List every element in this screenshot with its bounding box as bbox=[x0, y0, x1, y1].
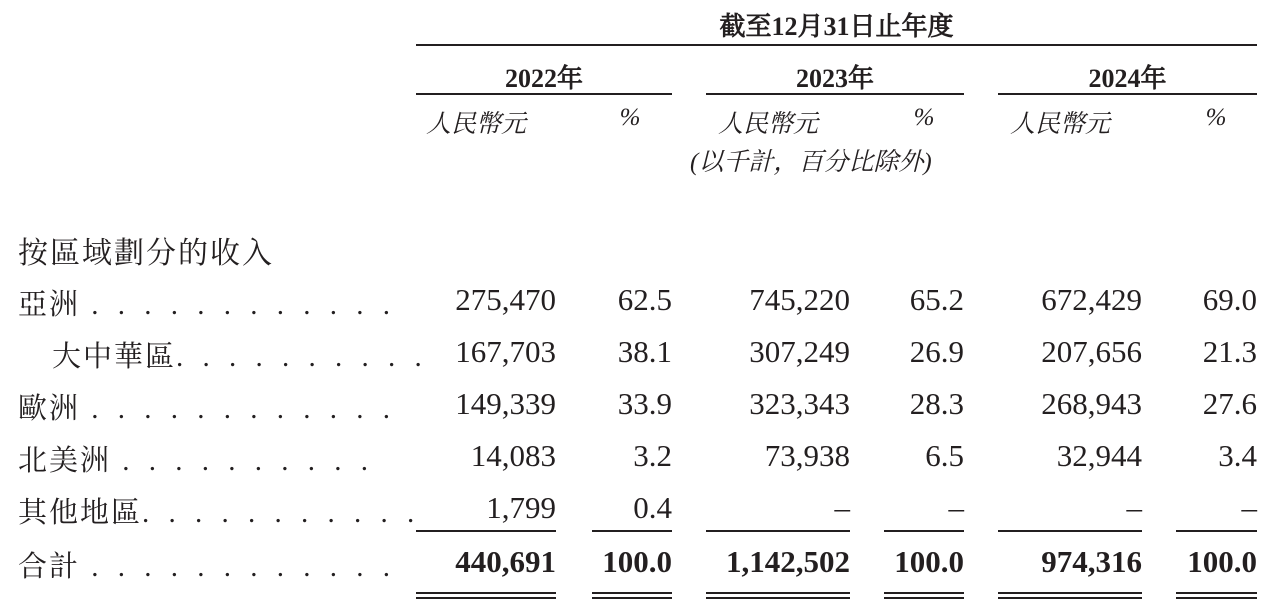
value-2024-rmb: 32,944 bbox=[1056, 438, 1142, 473]
value-2022-pct: 0.4 bbox=[633, 490, 672, 525]
row-label: 歐洲 . . . . . . . . . . . . bbox=[18, 391, 396, 425]
value-2022-pct: 33.9 bbox=[617, 386, 672, 421]
row-label: 北美洲 . . . . . . . . . . bbox=[18, 443, 374, 477]
percent-label-2024: % bbox=[1205, 104, 1227, 131]
percent-label-2023: % bbox=[913, 104, 935, 131]
table-row bbox=[0, 490, 1277, 542]
value-2022-rmb: 149,339 bbox=[455, 386, 556, 421]
subtotal-rule bbox=[998, 530, 1142, 532]
total-label: 合計 . . . . . . . . . . . . bbox=[18, 549, 396, 583]
value-2022-rmb: 14,083 bbox=[470, 438, 556, 473]
subtotal-rule bbox=[592, 530, 672, 532]
double-rule bbox=[998, 597, 1142, 599]
unit-note: (以千計，百分比除外) bbox=[690, 149, 932, 176]
year-rule-2022 bbox=[416, 93, 672, 95]
value-2024-rmb: – bbox=[1126, 490, 1142, 525]
value-2022-rmb: 167,703 bbox=[455, 334, 556, 369]
year-2023: 2023年 bbox=[795, 64, 874, 93]
header-rule bbox=[416, 44, 1257, 46]
total-2023-rmb: 1,142,502 bbox=[726, 544, 850, 579]
year-rule-2023 bbox=[706, 93, 964, 95]
subtotal-rule bbox=[706, 530, 850, 532]
value-2022-pct: 38.1 bbox=[617, 334, 672, 369]
table-row bbox=[0, 334, 1277, 386]
value-2023-rmb: 307,249 bbox=[749, 334, 850, 369]
value-2022-pct: 62.5 bbox=[617, 282, 672, 317]
value-2023-rmb: – bbox=[834, 490, 850, 525]
double-rule bbox=[416, 597, 556, 599]
double-rule bbox=[1176, 597, 1257, 599]
subtotal-rule bbox=[884, 530, 964, 532]
total-row bbox=[0, 544, 1277, 596]
value-2023-rmb: 745,220 bbox=[749, 282, 850, 317]
total-2024-rmb: 974,316 bbox=[1041, 544, 1142, 579]
double-rule bbox=[706, 597, 850, 599]
total-2022-pct: 100.0 bbox=[602, 544, 672, 579]
subtotal-rule bbox=[416, 530, 556, 532]
double-rule bbox=[592, 592, 672, 594]
value-2024-rmb: 268,943 bbox=[1041, 386, 1142, 421]
table-row bbox=[0, 438, 1277, 490]
value-2023-pct: 65.2 bbox=[909, 282, 964, 317]
double-rule bbox=[998, 592, 1142, 594]
row-label: 其他地區. . . . . . . . . . . bbox=[18, 495, 421, 529]
subtotal-rule bbox=[1176, 530, 1257, 532]
currency-label-2024: 人民幣元 bbox=[1010, 111, 1111, 138]
year-2024: 2024年 bbox=[1088, 64, 1167, 93]
value-2023-rmb: 73,938 bbox=[764, 438, 850, 473]
percent-label-2022: % bbox=[619, 104, 641, 131]
value-2023-pct: 6.5 bbox=[925, 438, 964, 473]
currency-label-2023: 人民幣元 bbox=[718, 111, 819, 138]
total-2024-pct: 100.0 bbox=[1187, 544, 1257, 579]
value-2024-pct: 3.4 bbox=[1218, 438, 1257, 473]
period-title: 截至12月31日止年度 bbox=[719, 12, 954, 41]
double-rule bbox=[1176, 592, 1257, 594]
value-2024-pct: 21.3 bbox=[1202, 334, 1257, 369]
value-2024-pct: – bbox=[1241, 490, 1257, 525]
total-2022-rmb: 440,691 bbox=[455, 544, 556, 579]
row-label: 大中華區. . . . . . . . . . bbox=[52, 339, 428, 373]
table-row bbox=[0, 282, 1277, 334]
total-2023-pct: 100.0 bbox=[894, 544, 964, 579]
double-rule bbox=[706, 592, 850, 594]
section-title: 按區域劃分的收入 bbox=[18, 236, 274, 271]
row-label: 亞洲 . . . . . . . . . . . . bbox=[18, 287, 396, 321]
value-2024-rmb: 207,656 bbox=[1041, 334, 1142, 369]
value-2023-rmb: 323,343 bbox=[749, 386, 850, 421]
currency-label-2022: 人民幣元 bbox=[426, 111, 527, 138]
value-2024-rmb: 672,429 bbox=[1041, 282, 1142, 317]
value-2022-rmb: 1,799 bbox=[486, 490, 556, 525]
double-rule bbox=[416, 592, 556, 594]
value-2024-pct: 69.0 bbox=[1202, 282, 1257, 317]
value-2024-pct: 27.6 bbox=[1202, 386, 1257, 421]
value-2022-pct: 3.2 bbox=[633, 438, 672, 473]
double-rule bbox=[592, 597, 672, 599]
year-2022: 2022年 bbox=[504, 64, 583, 93]
year-rule-2024 bbox=[998, 93, 1257, 95]
double-rule bbox=[884, 597, 964, 599]
double-rule bbox=[884, 592, 964, 594]
table-row bbox=[0, 386, 1277, 438]
value-2022-rmb: 275,470 bbox=[455, 282, 556, 317]
value-2023-pct: 26.9 bbox=[909, 334, 964, 369]
value-2023-pct: – bbox=[948, 490, 964, 525]
value-2023-pct: 28.3 bbox=[909, 386, 964, 421]
